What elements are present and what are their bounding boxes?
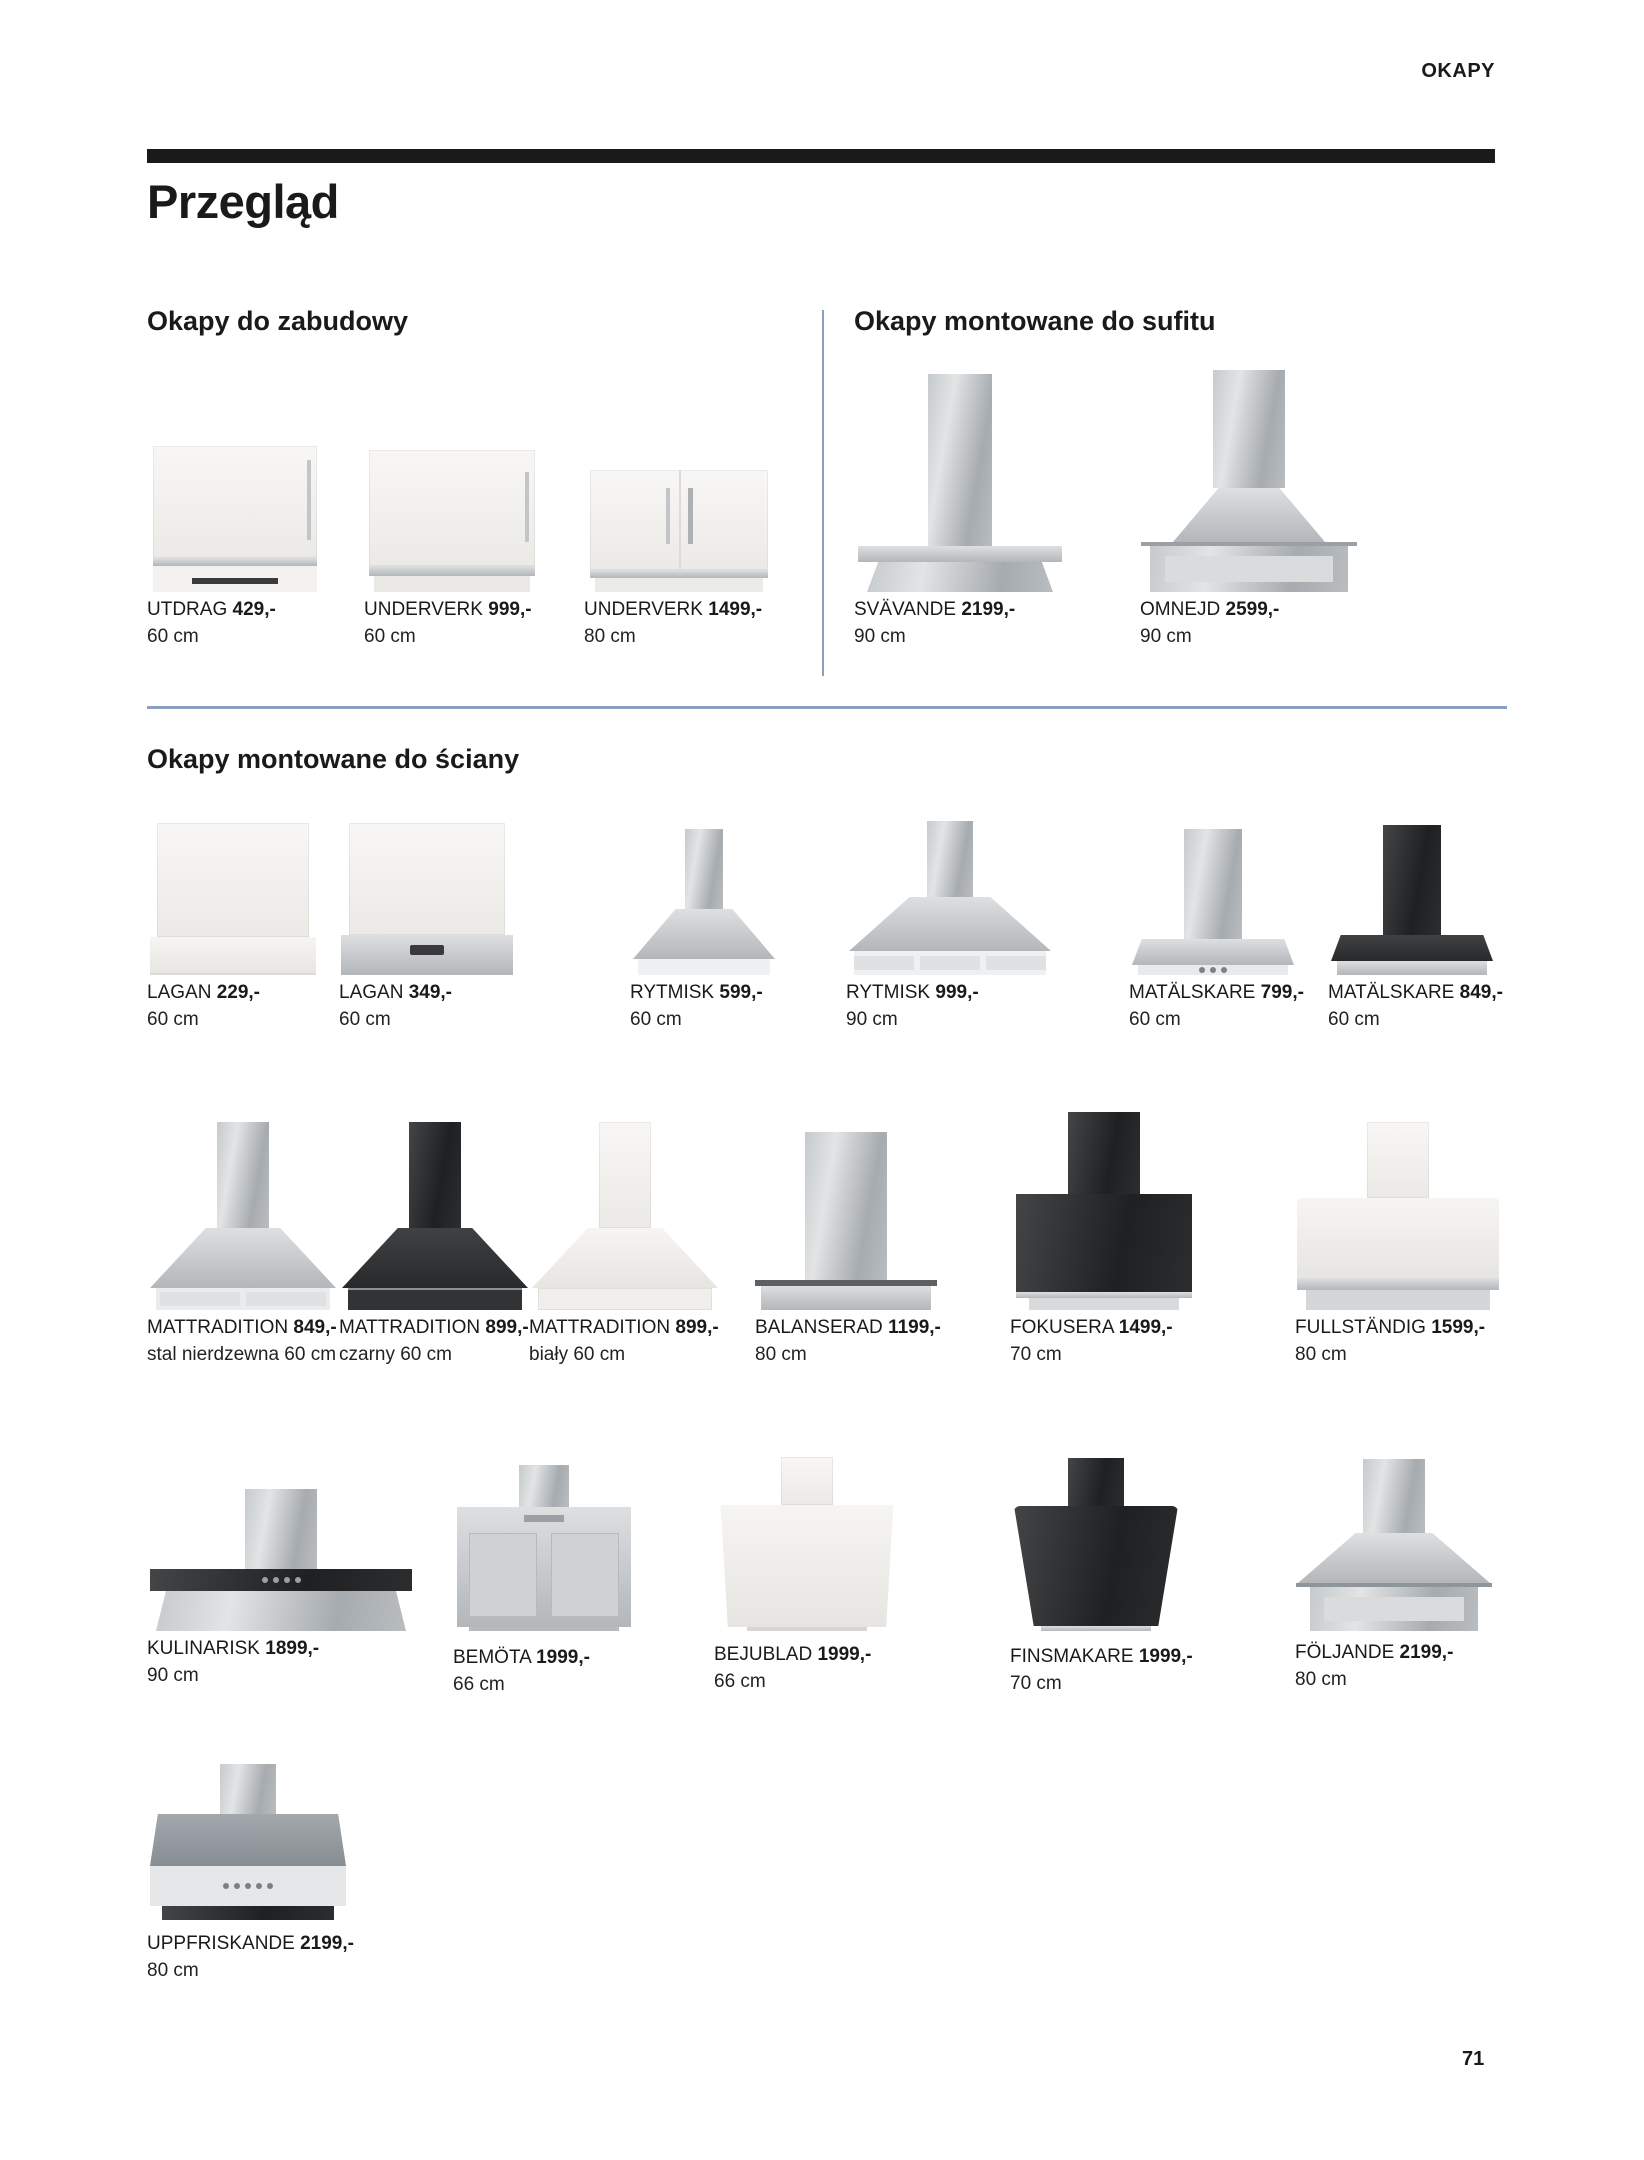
vertical-panel xyxy=(717,1505,897,1627)
product-card-lagan-349 xyxy=(339,820,515,1029)
product-image-bemota xyxy=(453,1456,635,1631)
filter-door-left xyxy=(469,1533,537,1617)
chimney-duct xyxy=(519,1465,569,1507)
product-name: LAGAN xyxy=(339,982,404,1003)
product-name: UPPFRISKANDE xyxy=(147,1933,295,1954)
product-name: RYTMISK xyxy=(846,982,931,1003)
wall-hood-illustration xyxy=(1331,825,1493,975)
filter-door-right xyxy=(551,1533,619,1617)
product-name: BEMÖTA xyxy=(453,1647,531,1668)
product-title xyxy=(1010,1318,1198,1337)
product-card-rytmisk-999 xyxy=(846,820,1054,1029)
product-image-lagan-229 xyxy=(147,820,319,975)
product-name: MATÄLSKARE xyxy=(1328,982,1455,1003)
product-size: 60 cm xyxy=(1129,1009,1181,1030)
product-card-mattradition-stal xyxy=(147,1120,339,1364)
wall-hood-illustration xyxy=(1014,1458,1178,1631)
wall-hood-illustration xyxy=(1132,829,1294,975)
page-number: 71 xyxy=(1462,2048,1485,2070)
chimney-duct xyxy=(1213,370,1285,488)
ceiling-hood-illustration xyxy=(858,374,1062,592)
product-title xyxy=(147,1318,339,1337)
product-size: 80 cm xyxy=(147,1960,199,1981)
hood-base xyxy=(150,937,316,975)
button-dot xyxy=(262,1577,268,1583)
chimney-duct xyxy=(685,829,723,909)
product-name: RYTMISK xyxy=(630,982,715,1003)
hood-base xyxy=(747,1627,867,1631)
cabinet-doors xyxy=(590,470,768,570)
product-size: 66 cm xyxy=(714,1671,766,1692)
product-title xyxy=(584,600,774,619)
product-name: UNDERVERK xyxy=(584,599,703,620)
cabinet-door xyxy=(153,446,317,558)
control-buttons xyxy=(1138,965,1288,975)
button-dot xyxy=(256,1883,262,1889)
product-title xyxy=(1295,1643,1493,1662)
product-name: MATTRADITION xyxy=(339,1317,481,1338)
hood-base xyxy=(854,951,1046,975)
wall-hood-illustration xyxy=(1297,1122,1499,1310)
built-in-hood-illustration xyxy=(369,450,535,592)
product-image-matalskare-849 xyxy=(1328,820,1496,975)
product-size: 60 cm xyxy=(147,626,199,647)
product-price: 1499,- xyxy=(708,599,763,620)
product-name: MATÄLSKARE xyxy=(1129,982,1256,1003)
button-dot xyxy=(1210,967,1216,973)
canopy-pyramid xyxy=(633,909,775,959)
chimney-duct xyxy=(1184,829,1242,939)
product-image-balanserad xyxy=(755,1120,937,1310)
product-image-omnejd xyxy=(1140,370,1358,592)
product-price: 2599,- xyxy=(1225,599,1280,620)
product-name: LAGAN xyxy=(147,982,212,1003)
canopy-pyramid xyxy=(150,1228,336,1288)
product-name: SVÄVANDE xyxy=(854,599,957,620)
product-name: FÖLJANDE xyxy=(1295,1642,1395,1663)
hood-base xyxy=(1337,961,1487,975)
product-price: 429,- xyxy=(232,599,276,620)
product-card-mattradition-czarny xyxy=(339,1120,531,1364)
product-price: 1999,- xyxy=(1138,1646,1193,1667)
hood-trim xyxy=(369,566,535,576)
product-price: 999,- xyxy=(488,599,532,620)
product-price: 849,- xyxy=(293,1317,337,1338)
vertical-divider xyxy=(822,310,824,676)
product-price: 1999,- xyxy=(817,1644,872,1665)
product-name: MATTRADITION xyxy=(147,1317,289,1338)
product-title xyxy=(630,983,778,1002)
product-card-underverk-80 xyxy=(584,430,774,646)
product-size: 90 cm xyxy=(854,626,906,647)
hood-base xyxy=(538,1288,712,1310)
product-size: 60 cm xyxy=(339,1009,391,1030)
glass-band xyxy=(150,1569,412,1591)
door-handle-left xyxy=(666,488,670,544)
product-card-fullstandig xyxy=(1295,1120,1501,1364)
product-card-finsmakare xyxy=(1010,1456,1193,1694)
product-image-bejublad xyxy=(714,1456,900,1631)
product-price: 599,- xyxy=(719,982,763,1003)
grease-filters xyxy=(854,951,1046,975)
product-image-kulinarisk xyxy=(147,1456,415,1631)
door-handle-right xyxy=(688,488,693,544)
product-name: MATTRADITION xyxy=(529,1317,671,1338)
product-price: 1599,- xyxy=(1431,1317,1486,1338)
button-dot xyxy=(234,1883,240,1889)
button-dot xyxy=(1221,967,1227,973)
door-handle xyxy=(307,460,311,540)
product-image-mattradition-bialy xyxy=(529,1120,721,1310)
wall-hood-illustration xyxy=(457,1465,631,1631)
product-card-lagan-229 xyxy=(147,820,319,1029)
product-card-mattradition-bialy xyxy=(529,1120,721,1364)
canopy-pyramid xyxy=(342,1228,528,1288)
product-size: 60 cm xyxy=(147,1009,199,1030)
product-image-fullstandig xyxy=(1295,1120,1501,1310)
vent-slot xyxy=(192,578,278,584)
wall-hood-illustration xyxy=(342,1122,528,1310)
product-title xyxy=(147,983,319,1002)
product-name: OMNEJD xyxy=(1140,599,1221,620)
hood-base xyxy=(156,1288,330,1310)
product-title xyxy=(339,983,515,1002)
wall-hood-illustration xyxy=(150,1122,336,1310)
product-size: 90 cm xyxy=(846,1009,898,1030)
product-card-omnejd xyxy=(1140,370,1358,646)
chimney-duct xyxy=(928,374,992,546)
product-price: 1899,- xyxy=(265,1638,320,1659)
button-dot xyxy=(245,1883,251,1889)
wall-hood-illustration xyxy=(1296,1459,1492,1631)
hood-panel xyxy=(349,823,505,935)
canopy-slope xyxy=(150,1814,346,1866)
product-image-lagan-349 xyxy=(339,820,515,975)
canopy-pyramid xyxy=(849,897,1051,951)
button-dot xyxy=(273,1577,279,1583)
product-image-finsmakare xyxy=(1010,1456,1182,1631)
product-size: stal nierdzewna 60 cm xyxy=(147,1344,337,1365)
button-dot xyxy=(295,1577,301,1583)
grease-filters xyxy=(156,1288,330,1310)
wall-hood-illustration xyxy=(532,1122,718,1310)
product-image-rytmisk-599 xyxy=(630,820,778,975)
canopy-base xyxy=(867,562,1053,592)
chimney-duct xyxy=(805,1132,887,1280)
product-card-svavande xyxy=(854,370,1066,646)
front-band xyxy=(150,1866,346,1906)
product-price: 799,- xyxy=(1260,982,1304,1003)
product-size: czarny 60 cm xyxy=(339,1344,452,1365)
hood-base xyxy=(761,1286,931,1310)
product-size: 80 cm xyxy=(584,626,636,647)
product-price: 899,- xyxy=(485,1317,529,1338)
product-name: BEJUBLAD xyxy=(714,1644,813,1665)
hood-box xyxy=(1016,1194,1192,1292)
wall-hood-illustration xyxy=(341,823,513,975)
product-title xyxy=(147,600,322,619)
product-size: 60 cm xyxy=(630,1009,682,1030)
control-buttons xyxy=(150,1569,412,1591)
filter-panel xyxy=(920,956,980,970)
wall-hood-illustration xyxy=(150,1489,412,1631)
wall-hood-illustration xyxy=(755,1132,937,1310)
product-image-uppfriskande xyxy=(147,1758,349,1920)
section-title-sufitu: Okapy montowane do sufitu xyxy=(854,306,1216,336)
button-dot xyxy=(267,1883,273,1889)
product-title xyxy=(147,1639,415,1658)
vertical-panel xyxy=(457,1507,631,1627)
product-size: 60 cm xyxy=(1328,1009,1380,1030)
chimney-duct xyxy=(1068,1112,1140,1194)
hood-base xyxy=(1041,1626,1151,1631)
hood-base xyxy=(341,935,513,975)
product-card-utdrag xyxy=(147,430,322,646)
horizontal-divider xyxy=(147,706,1507,709)
built-in-hood-illustration xyxy=(590,470,768,592)
product-name: FULLSTÄNDIG xyxy=(1295,1317,1426,1338)
product-price: 2199,- xyxy=(300,1933,354,1954)
product-size: 80 cm xyxy=(1295,1344,1347,1365)
grease-filter xyxy=(1029,1298,1179,1310)
section-title-zabudowy: Okapy do zabudowy xyxy=(147,306,409,336)
canopy-pyramid xyxy=(1173,488,1325,542)
product-card-uppfriskande xyxy=(147,1758,354,1981)
canopy-slab xyxy=(858,546,1062,562)
product-image-rytmisk-999 xyxy=(846,820,1054,975)
button-dot xyxy=(223,1883,229,1889)
chimney-duct xyxy=(409,1122,461,1228)
product-title xyxy=(1010,1646,1193,1667)
wall-hood-illustration xyxy=(849,821,1051,975)
product-title xyxy=(854,600,1066,619)
filter-panel xyxy=(986,956,1046,970)
canopy-flat xyxy=(1331,935,1493,961)
hood-trim xyxy=(153,558,317,566)
cabinet-door xyxy=(369,450,535,566)
door-seam xyxy=(679,470,681,570)
product-title xyxy=(1295,1318,1501,1337)
chimney-duct xyxy=(1363,1459,1425,1533)
hood-trim xyxy=(590,570,768,578)
hood-trim xyxy=(1297,1278,1499,1290)
product-price: 849,- xyxy=(1459,982,1503,1003)
canopy-pyramid xyxy=(532,1228,718,1288)
canopy-base xyxy=(1150,546,1348,592)
control-buttons xyxy=(150,1866,346,1906)
product-size: 80 cm xyxy=(1295,1669,1347,1690)
product-card-foljande xyxy=(1295,1456,1493,1689)
product-title xyxy=(1129,982,1304,1003)
wall-hood-illustration xyxy=(150,823,316,975)
product-size: 66 cm xyxy=(453,1674,505,1695)
product-card-bemota xyxy=(453,1456,635,1694)
product-size: biały 60 cm xyxy=(529,1344,626,1365)
chimney-duct xyxy=(599,1122,651,1228)
filter-panel xyxy=(246,1292,326,1305)
extractor-panel xyxy=(374,576,530,592)
product-image-matalskare-799 xyxy=(1129,820,1297,975)
product-image-fokusera xyxy=(1010,1120,1198,1310)
product-size: 90 cm xyxy=(147,1665,199,1686)
product-price: 349,- xyxy=(408,982,453,1003)
section-title-sciany: Okapy montowane do ściany xyxy=(147,744,520,774)
chimney-duct xyxy=(217,1122,269,1228)
page-header-category: OKAPY xyxy=(1421,60,1495,82)
vent-slot xyxy=(410,945,444,955)
product-card-kulinarisk xyxy=(147,1456,415,1685)
canopy-base xyxy=(156,1591,406,1631)
control-strip xyxy=(524,1515,564,1522)
page-title: Przegląd xyxy=(147,175,339,228)
product-size: 70 cm xyxy=(1010,1344,1062,1365)
chimney-duct xyxy=(245,1489,317,1569)
product-image-underverk-60 xyxy=(364,430,539,592)
product-image-underverk-80 xyxy=(584,430,774,592)
chimney-duct xyxy=(1068,1458,1124,1506)
product-card-matalskare-849 xyxy=(1328,820,1503,1030)
ceiling-hood-illustration xyxy=(1141,370,1357,592)
product-title xyxy=(1140,600,1358,619)
product-title xyxy=(755,1317,941,1338)
product-image-utdrag xyxy=(147,430,322,592)
wall-hood-illustration xyxy=(717,1457,897,1631)
product-price: 2199,- xyxy=(1399,1642,1454,1663)
hood-box xyxy=(1297,1198,1499,1278)
product-size: 80 cm xyxy=(755,1344,807,1365)
product-name: KULINARISK xyxy=(147,1638,260,1659)
product-title xyxy=(1328,982,1503,1003)
product-card-underverk-60 xyxy=(364,430,539,646)
wall-hood-illustration xyxy=(150,1764,346,1920)
hood-base xyxy=(348,1288,522,1310)
product-size: 70 cm xyxy=(1010,1673,1062,1694)
product-price: 1199,- xyxy=(888,1317,941,1338)
product-name: BALANSERAD xyxy=(755,1317,883,1338)
canopy-pyramid xyxy=(1298,1533,1490,1583)
grease-filter xyxy=(1306,1290,1490,1310)
wall-hood-illustration xyxy=(633,829,775,975)
product-name: UTDRAG xyxy=(147,599,228,620)
product-title xyxy=(529,1318,721,1337)
product-name: FOKUSERA xyxy=(1010,1317,1114,1338)
product-price: 1499,- xyxy=(1118,1317,1173,1338)
product-name: UNDERVERK xyxy=(364,599,483,620)
product-image-mattradition-czarny xyxy=(339,1120,531,1310)
built-in-hood-illustration xyxy=(153,446,317,592)
chimney-duct xyxy=(220,1764,276,1814)
button-dot xyxy=(284,1577,290,1583)
product-price: 229,- xyxy=(216,982,261,1003)
product-title xyxy=(846,983,1054,1002)
product-price: 1999,- xyxy=(536,1647,590,1668)
filter-panel xyxy=(160,1292,240,1305)
chimney-duct xyxy=(781,1457,833,1505)
product-image-svavande xyxy=(854,370,1066,592)
product-title xyxy=(364,600,539,619)
product-card-matalskare-799 xyxy=(1129,820,1304,1030)
product-title xyxy=(453,1648,635,1667)
product-title xyxy=(147,1933,354,1954)
product-size: 90 cm xyxy=(1140,626,1192,647)
grease-filter xyxy=(1324,1597,1464,1621)
hood-base xyxy=(638,959,770,975)
hood-base xyxy=(1138,965,1288,975)
hood-base xyxy=(469,1627,619,1631)
product-image-foljande xyxy=(1295,1456,1493,1631)
extractor-panel xyxy=(595,578,763,592)
product-card-rytmisk-599 xyxy=(630,820,778,1029)
product-name: FINSMAKARE xyxy=(1010,1646,1134,1667)
product-price: 899,- xyxy=(675,1317,719,1338)
filter-panel xyxy=(854,956,914,970)
product-title xyxy=(714,1645,900,1664)
hood-panel xyxy=(157,823,309,937)
product-size: 60 cm xyxy=(364,626,416,647)
wall-hood-illustration xyxy=(1016,1112,1192,1310)
vent-grille xyxy=(162,1906,334,1920)
header-rule xyxy=(147,149,1495,163)
chimney-duct xyxy=(1367,1122,1429,1198)
product-price: 2199,- xyxy=(961,599,1016,620)
product-card-fokusera xyxy=(1010,1120,1198,1364)
product-title xyxy=(339,1318,531,1337)
canopy-flat xyxy=(1132,939,1294,965)
door-handle xyxy=(525,472,529,542)
hood-base xyxy=(1310,1587,1478,1631)
product-image-mattradition-stal xyxy=(147,1120,339,1310)
product-price: 999,- xyxy=(935,982,979,1003)
chimney-duct xyxy=(1383,825,1441,935)
product-card-balanserad xyxy=(755,1120,941,1365)
angled-panel xyxy=(1014,1506,1178,1626)
extractor-panel xyxy=(153,566,317,592)
product-card-bejublad xyxy=(714,1456,900,1691)
chimney-duct xyxy=(927,821,973,897)
button-dot xyxy=(1199,967,1205,973)
grease-filter xyxy=(1165,556,1333,582)
